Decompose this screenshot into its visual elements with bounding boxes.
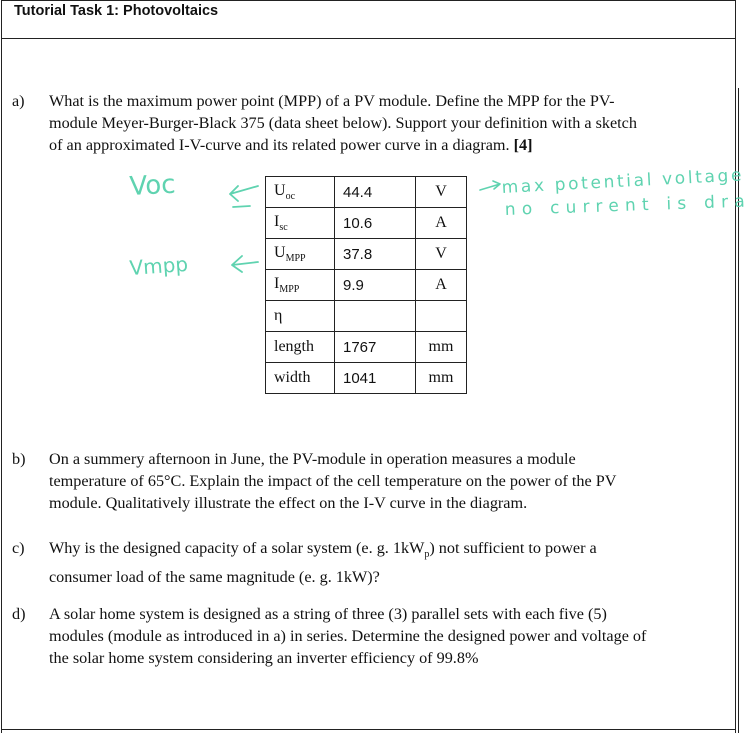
voc-handwriting: Voc bbox=[128, 169, 177, 202]
parameter-symbol: I bbox=[274, 212, 280, 230]
value-cell: 9.9 bbox=[335, 270, 416, 301]
marks: [4] bbox=[513, 136, 533, 154]
value-cell: 1767 bbox=[335, 332, 416, 363]
parameter-symbol: η bbox=[274, 307, 283, 324]
parameter-symbol: length bbox=[274, 338, 314, 355]
arrow-to-umpp-icon bbox=[232, 256, 258, 272]
text-line: consumer load of the same magnitude (e. g. 1kW)? bbox=[49, 568, 380, 587]
handwriting-line-1: max potential voltage bbox=[501, 165, 742, 198]
page-title: Tutorial Task 1: Photovoltaics bbox=[14, 3, 219, 19]
text-line: the solar home system considering an inverter efficiency of 99.8% bbox=[49, 649, 479, 667]
text-line bbox=[49, 537, 739, 566]
question-label: b) bbox=[12, 450, 26, 468]
text-line-content: of an approximated I-V-curve and its related power curve in a diagram. bbox=[49, 136, 514, 154]
parameter-subscript: MPP bbox=[285, 253, 306, 265]
arrow-right-icon bbox=[480, 181, 500, 190]
value-cell: 44.4 bbox=[335, 177, 416, 208]
text-line: What is the maximum power point (MPP) of a PV module. Define the MPP for the PV- bbox=[49, 92, 615, 110]
parameter-symbol: width bbox=[274, 369, 311, 386]
parameter-symbol: I bbox=[274, 274, 280, 292]
text-line-content: ) not sufficient to power a bbox=[429, 539, 597, 557]
question-label: c) bbox=[12, 539, 25, 557]
vmpp-handwriting: Vmpp bbox=[128, 251, 189, 280]
value-cell: 10.6 bbox=[335, 208, 416, 239]
unit-cell: V bbox=[416, 177, 467, 208]
unit-cell: mm bbox=[416, 363, 467, 394]
unit-cell: A bbox=[416, 208, 467, 239]
handwriting-line-2: no current is dra bbox=[504, 191, 746, 220]
parameter-subscript: oc bbox=[285, 191, 296, 203]
question-label: d) bbox=[12, 605, 26, 623]
parameter-subscript: sc bbox=[279, 222, 288, 234]
parameter-symbol: U bbox=[274, 181, 286, 199]
text-line: temperature of 65°C. Explain the impact of the cell temperature on the power of the PV bbox=[49, 472, 617, 490]
text-line: On a summery afternoon in June, the PV-module in operation measures a module bbox=[49, 450, 576, 468]
question-text bbox=[49, 448, 739, 514]
question-text bbox=[49, 603, 739, 669]
unit-cell: A bbox=[416, 270, 467, 301]
text-line: modules (module as introduced in a) in series. Determine the designed power and voltage of bbox=[49, 627, 647, 645]
subscript: p bbox=[424, 549, 430, 561]
question-label: a) bbox=[12, 92, 25, 110]
unit-cell: mm bbox=[416, 332, 467, 363]
value-cell: 1041 bbox=[335, 363, 416, 394]
parameter-symbol: U bbox=[274, 243, 286, 261]
text-line: module Meyer-Burger-Black 375 (data sheet below). Support your definition with a sketch bbox=[49, 114, 637, 132]
arrow-to-uoc-icon bbox=[230, 186, 258, 207]
text-line: module. Qualitatively illustrate the effect on the I-V curve in the diagram. bbox=[49, 494, 528, 512]
unit-cell: V bbox=[416, 239, 467, 270]
text-line-content: Why is the designed capacity of a solar system (e. g. 1kW bbox=[49, 539, 425, 557]
parameter-subscript: MPP bbox=[279, 284, 300, 296]
value-cell: 37.8 bbox=[335, 239, 416, 270]
question-text bbox=[49, 537, 739, 588]
text-line: A solar home system is designed as a string of three (3) parallel sets with each five (5) bbox=[49, 605, 607, 623]
